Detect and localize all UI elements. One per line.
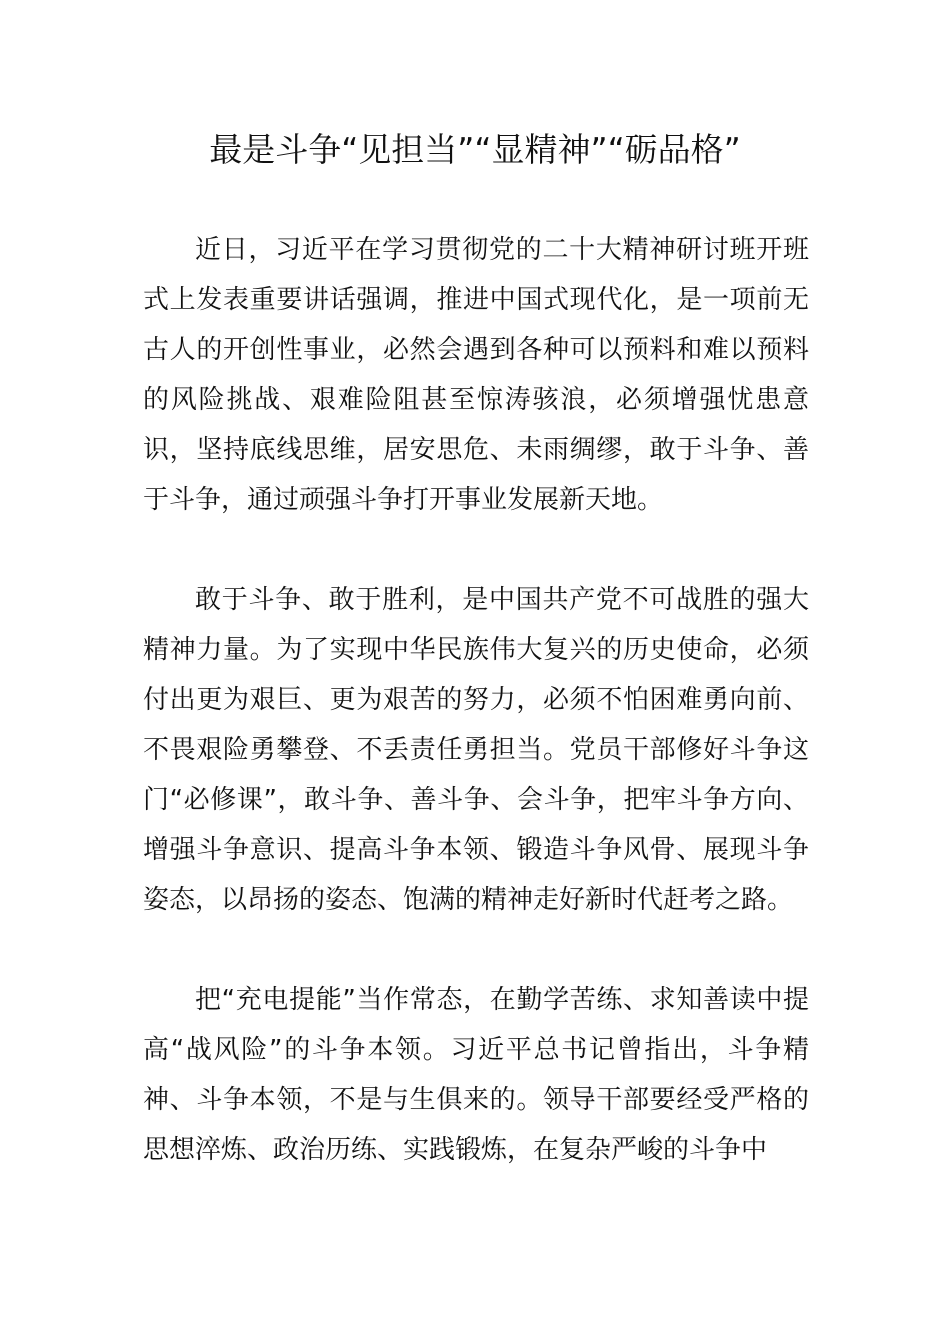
document-title: 最是斗争“见担当”“显精神”“砺品格” (209, 130, 741, 169)
paragraph: 把“充电提能”当作常态，在勤学苦练、求知善读中提高“战风险”的斗争本领。习近平总书记曾指出，斗争精神、斗争本领，不是与生俱来的。领导干部要经受严格的思想淬炼、政治历练、实践锻炼，在复杂严峻的斗争中 (143, 985, 809, 1165)
paragraph: 敢于斗争、敢于胜利，是中国共产党不可战胜的强大精神力量。为了实现中华民族伟大复兴的历史使命，必须付出更为艰巨、更为艰苦的努力，必须不怕困难勇向前、不畏艰险勇攀登、不丢责任勇担当。党员干部修好斗争这门“必修课”，敢斗争、善斗争、会斗争，把牢斗争方向、增强斗争意识、提高斗争本领、锻造斗争风骨、展现斗争姿态，以昂扬的姿态、饱满的精神走好新时代赶考之路。 (143, 585, 809, 915)
document-body (143, 225, 809, 1175)
paragraph: 近日，习近平在学习贯彻党的二十大精神研讨班开班式上发表重要讲话强调，推进中国式现代化，是一项前无古人的开创性事业，必然会遇到各种可以预料和难以预料的风险挑战、艰难险阻甚至惊涛骇浪，必须增强忧患意识，坚持底线思维，居安思危、未雨绸缪，敢于斗争、善于斗争，通过顽强斗争打开事业发展新天地。 (143, 235, 809, 515)
